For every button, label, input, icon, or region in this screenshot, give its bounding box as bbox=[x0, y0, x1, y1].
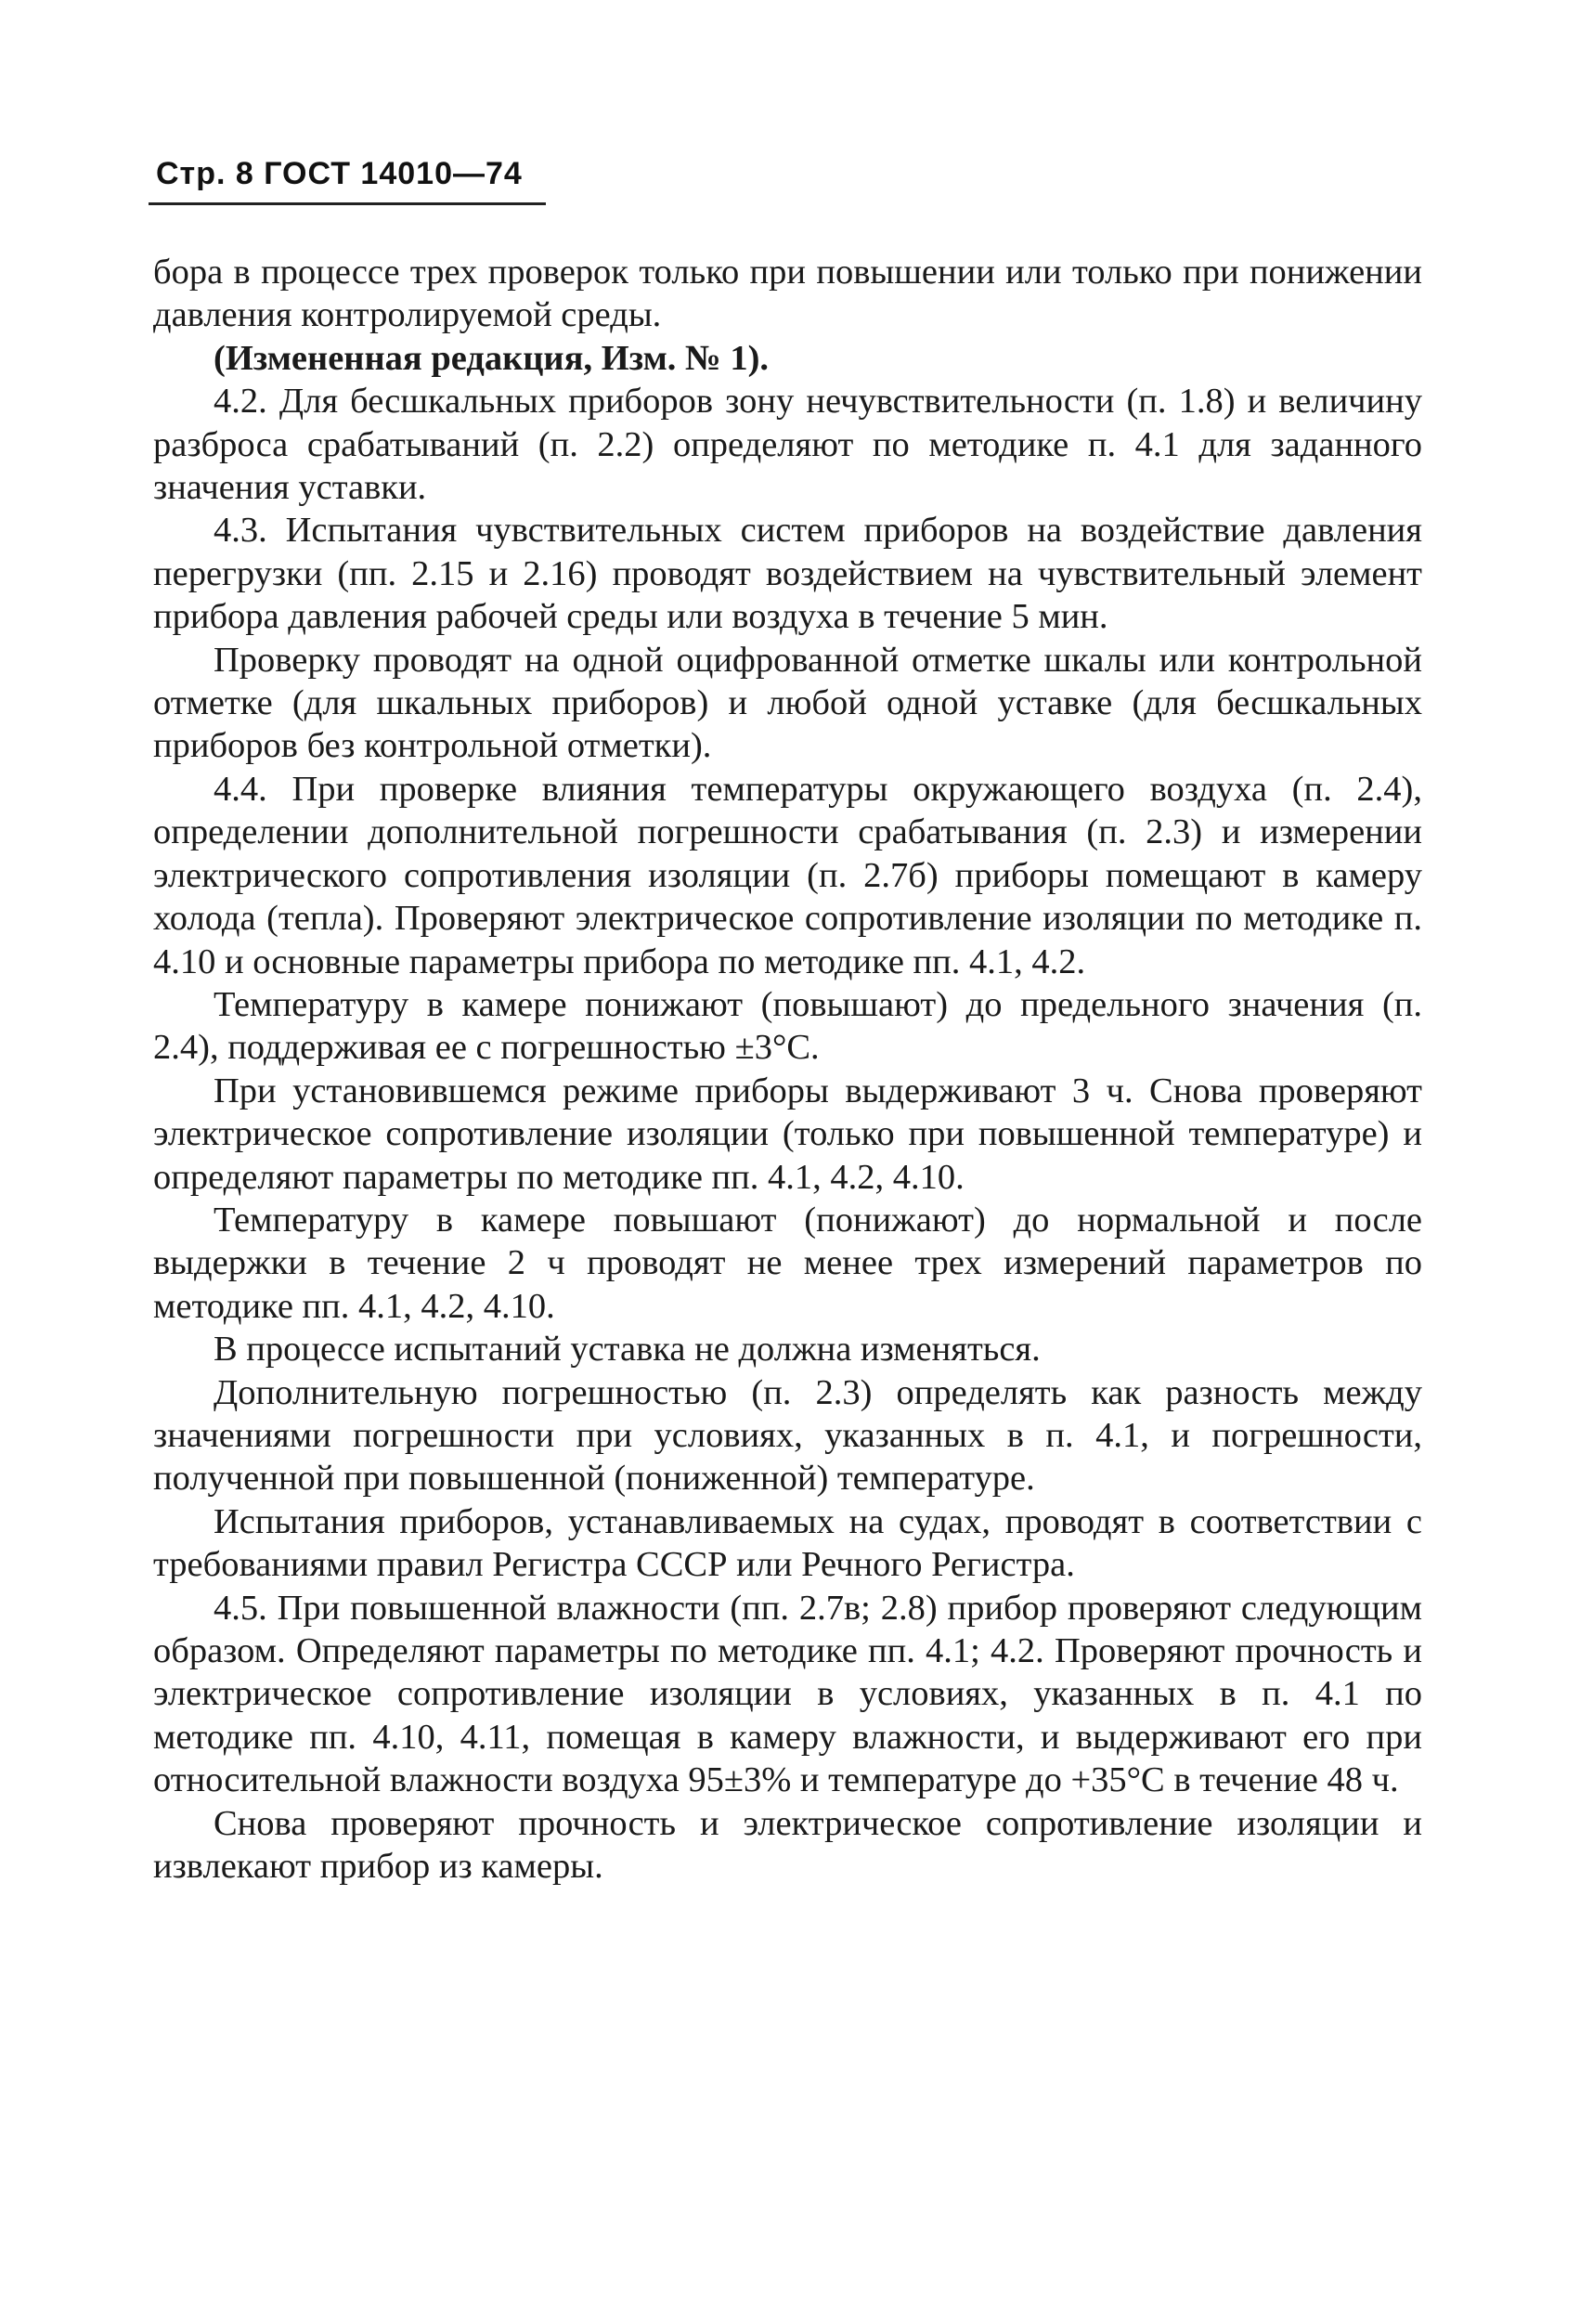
paragraph: 4.2. Для бесшкальных приборов зону нечувствительности (п. 1.8) и величину разброса срабатываний (п. 2.2) определяют по методике п. 4.1 для заданного значения уставки. bbox=[153, 382, 1422, 508]
standard-designation: ГОСТ 14010—74 bbox=[264, 156, 523, 191]
paragraph: При установившемся режиме приборы выдерживают 3 ч. Снова проверяют электрическое сопротивление изоляции (только при повышенной температуре) и определяют параметры по методике пп. 4.1, 4.2, 4.10. bbox=[153, 1071, 1422, 1197]
header-rule bbox=[149, 202, 546, 205]
page-header bbox=[156, 156, 523, 192]
paragraph: Температуру в камере понижают (повышают) до предельного значения (п. 2.4), поддерживая ее с погрешностью ±3°С. bbox=[153, 984, 1422, 1068]
paragraph: Дополнительную погрешностью (п. 2.3) определять как разность между значениями погрешности при условиях, указанных в п. 4.1, и погрешности, полученной при повышенной (пониженной) температуре. bbox=[153, 1372, 1422, 1499]
page-number: Стр. 8 bbox=[156, 156, 254, 191]
paragraph: Температуру в камере повышают (понижают) до нормальной и после выдержки в течение 2 ч проводят не менее трех измерений параметров по методике пп. 4.1, 4.2, 4.10. bbox=[153, 1200, 1422, 1326]
paragraph: В процессе испытаний уставка не должна изменяться. bbox=[214, 1330, 1041, 1370]
paragraph: 4.5. При повышенной влажности (пп. 2.7в; 2.8) прибор проверяют следующим образом. Определяют параметры по методике пп. 4.1; 4.2. Проверяют прочность и электрическое сопротивление изоляции в условиях, указанных в п. 4.1 по методике пп. 4.10, 4.11, помещая в камеру влажности, и выдерживают его при относительной влажности воздуха 95±3% и температуре до +35°С в течение 48 ч. bbox=[153, 1588, 1422, 1800]
paragraph: 4.4. При проверке влияния температуры окружающего воздуха (п. 2.4), определении дополнительной погрешности срабатывания (п. 2.3) и измерении электрического сопротивления изоляции (п. 2.7б) приборы помещают в камеру холода (тепла). Проверяют электрическое сопротивление изоляции по методике п. 4.10 и основные параметры прибора по методике пп. 4.1, 4.2. bbox=[153, 769, 1422, 981]
paragraph: 4.3. Испытания чувствительных систем приборов на воздействие давления перегрузки (пп. 2.15 и 2.16) проводят воздействием на чувствительный элемент прибора давления рабочей среды или воздуха в течение 5 мин. bbox=[153, 511, 1422, 637]
document-body bbox=[153, 251, 1422, 1888]
amendment-note: (Измененная редакция, Изм. № 1). bbox=[214, 338, 770, 378]
paragraph: Испытания приборов, устанавливаемых на судах, проводят в соответствии с требованиями правил Регистра СССР или Речного Регистра. bbox=[153, 1501, 1422, 1585]
paragraph: Проверку проводят на одной оцифрованной отметке шкалы или контрольной отметке (для шкальных приборов) и любой одной уставке (для бесшкальных приборов без контрольной отметки). bbox=[153, 640, 1422, 766]
paragraph: бора в процессе трех проверок только при повышении или только при понижении давления контролируемой среды. bbox=[153, 253, 1422, 335]
paragraph: Снова проверяют прочность и электрическое сопротивление изоляции и извлекают прибор из камеры. bbox=[153, 1803, 1422, 1887]
